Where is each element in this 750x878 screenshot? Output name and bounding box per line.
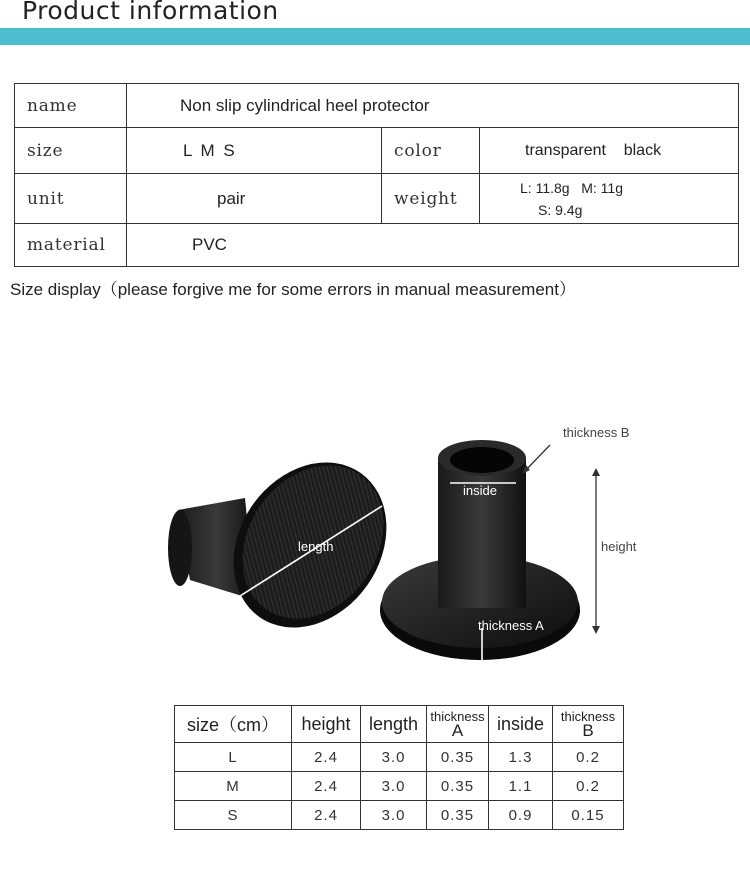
cell-length: 3.0 [361, 743, 427, 772]
weight-line-1: L: 11.8g M: 11g [520, 179, 623, 196]
header-inside: inside [489, 706, 553, 743]
cell-height: 2.4 [292, 743, 361, 772]
size-value: L M S [127, 128, 382, 174]
cell-thickness-a: 0.35 [427, 743, 489, 772]
table-row [175, 743, 624, 772]
size-label: size [15, 128, 127, 174]
cell-inside: 1.3 [489, 743, 553, 772]
name-label: name [15, 84, 127, 128]
cell-thickness-a: 0.35 [427, 801, 489, 830]
name-value: Non slip cylindrical heel protector [127, 84, 739, 128]
cell-length: 3.0 [361, 772, 427, 801]
header-height: height [292, 706, 361, 743]
page-title: Product information [22, 0, 279, 25]
cell-inside: 0.9 [489, 801, 553, 830]
cell-thickness-b: 0.2 [553, 743, 624, 772]
product-info-table [14, 83, 739, 267]
right-tube-hole [450, 447, 514, 473]
cell-thickness-b: 0.15 [553, 801, 624, 830]
weight-line-2: S: 9.4g [538, 201, 583, 218]
table-row [175, 801, 624, 830]
cell-thickness-b: 0.2 [553, 772, 624, 801]
inside-label: inside [463, 483, 497, 498]
color-value: transparent black [480, 128, 739, 174]
cell-size: S [175, 801, 292, 830]
cell-height: 2.4 [292, 772, 361, 801]
thickness-a-label: thickness A [478, 618, 544, 633]
right-tube [438, 458, 526, 608]
cell-thickness-a: 0.35 [427, 772, 489, 801]
product-photo [150, 410, 650, 680]
header-accent-bar [0, 28, 750, 45]
material-label: material [15, 224, 127, 267]
header-thickness-a: thickness A [427, 706, 489, 743]
left-stem-end [168, 510, 192, 586]
cell-inside: 1.1 [489, 772, 553, 801]
header-size: size（cm） [175, 706, 292, 743]
table-row [175, 772, 624, 801]
cell-length: 3.0 [361, 801, 427, 830]
unit-label: unit [15, 174, 127, 224]
material-value: PVC [127, 224, 739, 267]
size-display-caption: Size display（please forgive me for some errors in manual measurement） [10, 280, 576, 299]
header-length: length [361, 706, 427, 743]
cell-size: L [175, 743, 292, 772]
color-label: color [382, 128, 480, 174]
cell-size: M [175, 772, 292, 801]
length-label: length [298, 539, 334, 554]
dimensions-table [174, 705, 624, 830]
weight-label: weight [382, 174, 480, 224]
cell-height: 2.4 [292, 801, 361, 830]
unit-value: pair [127, 174, 382, 224]
height-label: height [601, 539, 637, 554]
thickness-b-label: thickness B [563, 425, 630, 440]
header-thickness-b: thickness B [553, 706, 624, 743]
